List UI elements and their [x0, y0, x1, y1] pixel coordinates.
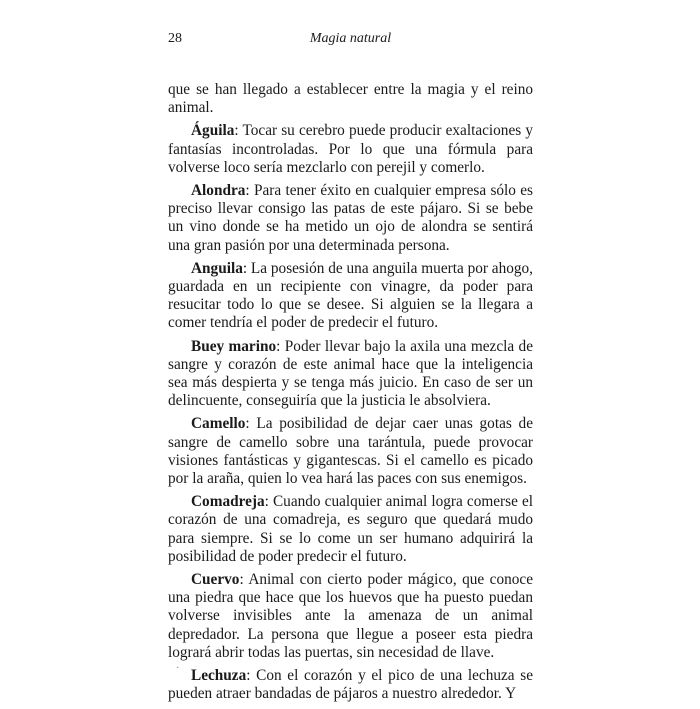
entry-text: : Animal con cierto poder mágico, que conoce una piedra que hace que los huevos que ha puesto puedan volverse invisibles ante la amenaza de un animal depredador. La persona que llegue a poseer esta piedra logrará abrir todas las puertas, sin necesidad de llave.: [168, 571, 533, 661]
entry-term: Camello: [191, 415, 246, 433]
entry-alondra: [168, 182, 533, 255]
running-title: Magia natural: [309, 31, 392, 46]
stray-mark: ·: [176, 663, 180, 674]
entry-term: Anguila: [191, 259, 243, 277]
entry-cuervo: [168, 571, 533, 662]
entry-term: Águila: [191, 122, 235, 140]
entry-term: Comadreja: [191, 493, 265, 511]
entry-term: Alondra: [191, 182, 246, 200]
entry-text: : Cuando cualquier animal logra comerse el corazón de una comadreja, es seguro que quedará mudo para siempre. Si se lo come un ser humano adquirirá la posibilidad de poder predecir el futuro.: [168, 493, 533, 565]
entry-text: : La posesión de una anguila muerta por ahogo, guardada en un recipiente con vinagre, da poder para resucitar todo lo que se desee. Si alguien se la llegara a comer tendría el poder de predecir el futuro.: [168, 259, 533, 332]
entry-camello: [168, 415, 533, 488]
entry-anguila: [168, 260, 533, 333]
page-number: 28: [168, 31, 182, 46]
entry-aguila: [168, 122, 533, 177]
entry-lechuza: [168, 667, 533, 703]
entry-text: : La posibilidad de dejar caer unas gotas de sangre de camello sobre una tarántula, puede provocar visiones fantásticas y gigantescas. Si el camello es picado por la araña, quien lo vea hará las paces con sus enemigos.: [168, 415, 533, 488]
entry-buey-marino: [168, 338, 533, 411]
entry-text: : Con el corazón y el pico de una lechuza se pueden atraer bandadas de pájaros a nuestro alrededor. Y: [168, 667, 533, 703]
entry-term: Buey marino: [191, 337, 277, 355]
intro-paragraph: que se han llegado a establecer entre la magia y el reino animal.: [168, 81, 533, 117]
entry-term: Lechuza: [191, 667, 247, 685]
entry-text: : Tocar su cerebro puede producir exaltaciones y fantasías incontroladas. Por lo que una fórmula para volverse loco sería mezclarlo con perejil y comerlo.: [168, 122, 533, 176]
entry-term: Cuervo: [191, 571, 240, 589]
entry-comadreja: [168, 493, 533, 566]
entry-text: : Para tener éxito en cualquier empresa sólo es preciso llevar consigo las patas de este pájaro. Si se bebe un vino donde se ha metido un ojo de alondra se sentirá una gran pasión por una determinada persona.: [168, 182, 533, 254]
body-text: [168, 81, 533, 709]
entry-text: : Poder llevar bajo la axila una mezcla de sangre y corazón de este animal hace que la inteligencia sea más despierta y se tenga más juicio. En caso de ser un delincuente, conseguiría que la justicia le absolviera.: [168, 337, 533, 410]
